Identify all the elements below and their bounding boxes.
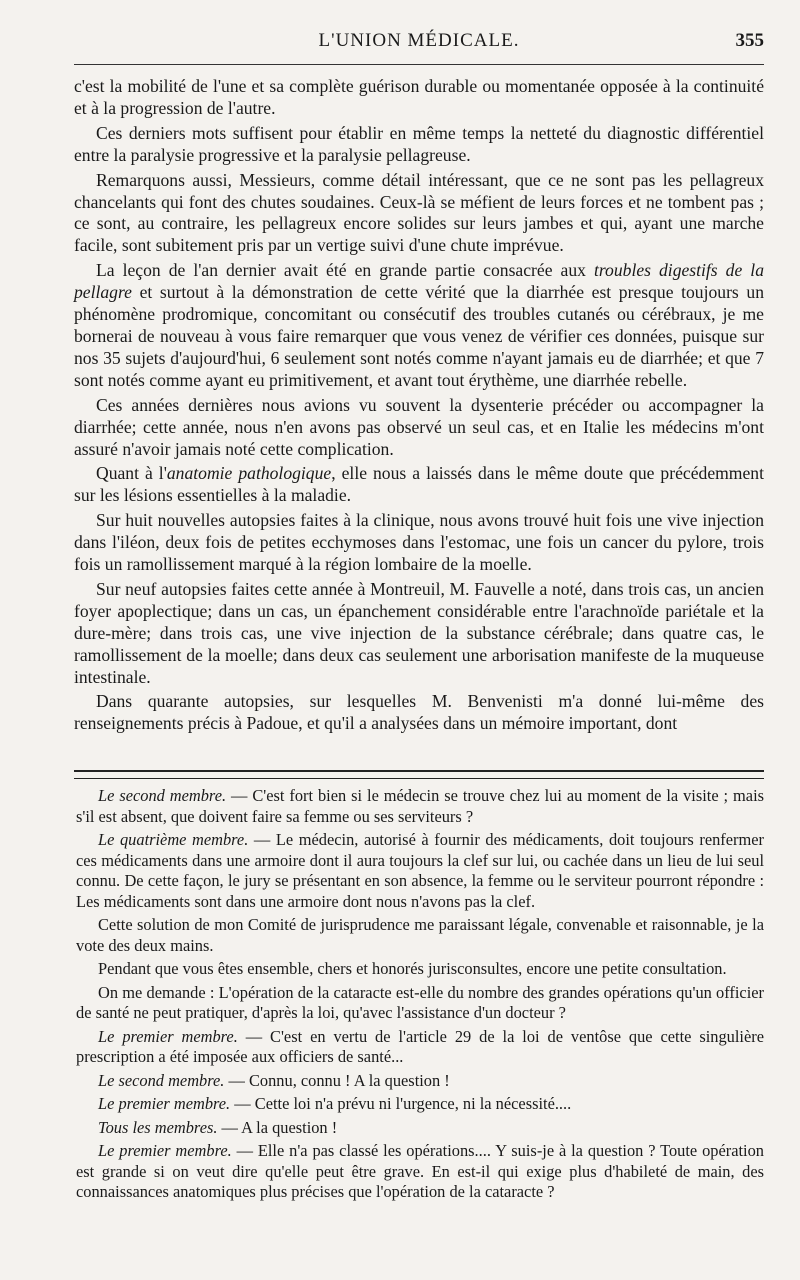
paragraph: Sur huit nouvelles autopsies faites à la clinique, nous avons trouvé huit fois une vive injection dans l'iléon, deux fois de petites ecchymoses dans l'estomac, une fois un cancer du pylore, trois fois un ramollissement marqué à la région lombaire de la moelle.: [74, 510, 764, 575]
dialogue-line: [76, 1118, 764, 1139]
speaker: Le quatrième membre.: [98, 830, 249, 849]
text-span: — Elle n'a pas classé les opérations.... Y suis-je à la question ? Toute opération est grande si on veut dire qu'elle peut être grave. En est-il qui exige plus d'habileté de main, des connaissances anatomiques plus précises que l'opération de la cataracte ?: [76, 1141, 764, 1201]
journal-title: L'UNION MÉDICALE.: [318, 30, 520, 51]
paragraph: Ces derniers mots suffisent pour établir en même temps la netteté du diagnostic différentiel entre la paralysie progressive et la paralysie pellagreuse.: [74, 122, 764, 165]
text-span: — C'est fort bien si le médecin se trouve chez lui au moment de la visite ; mais s'il est absent, que doivent faire sa femme ou ses serviteurs ?: [76, 786, 765, 826]
speaker: Le second membre.: [98, 786, 227, 805]
paragraph: Pendant que vous êtes ensemble, chers et honorés jurisconsultes, encore une petite consultation.: [98, 959, 727, 978]
speaker: Le premier membre.: [98, 1141, 232, 1160]
main-text: [74, 76, 764, 738]
paragraph: [74, 260, 764, 391]
speaker: Le premier membre.: [98, 1094, 231, 1113]
speaker: Le second membre.: [98, 1070, 225, 1090]
dialogue-line: [76, 786, 764, 827]
paragraph: Cette solution de mon Comité de jurisprudence me paraissant légale, convenable et raisonnable, je la vote des deux mains.: [76, 915, 764, 955]
italic-term: troubles digestifs de la pellagre: [74, 260, 764, 303]
text-span: — Le médecin, autorisé à fournir des médicaments, doit toujours renfermer ces médicaments dans une armoire dont il aura toujours la clef sur lui, ou cachée dans un lieu de lui seul connu. De cette façon, le jury se présentant en son absence, la femme ou le serviteur pourront répondre : Les médicaments sont dans une armoire dont nous n'avons pas la clef.: [76, 830, 764, 911]
text-span: — Connu, connu ! A la question !: [224, 1070, 450, 1090]
paragraph: Sur neuf autopsies faites cette année à Montreuil, M. Fauvelle a noté, dans trois cas, un ancien foyer apoplectique; dans un cas, un épanchement considérable entre l'arachnoïde pariétale et la dure-mère; dans trois cas, une vive injection de la substance cérébrale; dans quatre cas, le ramollissement de la moelle; dans deux cas seulement une arborisation manifeste de la muqueuse intestinale.: [74, 578, 764, 687]
paragraph: On me demande : L'opération de la cataracte est-elle du nombre des grandes opérations qu'un officier de santé ne peut pratiquer, d'après la loi, qu'avec l'assistance d'un docteur ?: [76, 982, 764, 1022]
text-span: — C'est en vertu de l'article 29 de la loi de ventôse que cette singulière prescription a été imposée aux officiers de santé...: [76, 1026, 764, 1066]
running-header: [74, 30, 764, 60]
text-span: , elle nous a laissés dans le même doute que précédemment sur les lésions essentielles à la maladie.: [74, 463, 764, 506]
paragraph: Ces années dernières nous avions vu souvent la dysenterie précéder ou accompagner la diarrhée; cette année, nous n'en avons pas observé un seul cas, et en Italie les médecins m'ont assuré n'avoir jamais noté cette complication.: [74, 394, 764, 459]
paragraph: Dans quarante autopsies, sur lesquelles M. Benvenisti m'a donné lui-même des renseignements précis à Padoue, et qu'il a analysées dans un mémoire important, dont: [74, 691, 764, 734]
dialogue-line: [76, 1094, 764, 1115]
paragraph: c'est la mobilité de l'une et sa complète guérison durable ou momentanée opposée à la continuité et à la progression de l'autre.: [74, 76, 764, 118]
page-number: 355: [735, 30, 764, 51]
dialogue-line: [76, 1071, 764, 1092]
text-span: et surtout à la démonstration de cette vérité que la diarrhée est presque toujours un phénomène prodromique, concomitant ou consécutif des troubles cutanés ou cérébraux, je me bornerai de nouveau à vous faire remarquer que vous venez de vérifier ces données, puisque sur nos 35 sujets d'aujourd'hui, 6 seulement sont notés comme n'ayant jamais eu de diarrhée; et que 7 sont notés comme ayant eu primitivement, et avant tout érythème, une diarrhée rebelle.: [74, 282, 764, 390]
header-rule: [74, 64, 764, 65]
text-span: La leçon de l'an dernier avait été en grande partie consacrée aux: [96, 260, 594, 281]
feuilleton-text: [76, 786, 764, 1206]
italic-term: anatomie pathologique: [166, 463, 332, 484]
dialogue-line: [76, 830, 764, 912]
feuilleton-separator: [74, 770, 764, 779]
text-span: Quant à l': [96, 463, 167, 484]
speaker: Le premier membre.: [98, 1026, 238, 1046]
text-span: — Cette loi n'a prévu ni l'urgence, ni la nécessité....: [230, 1094, 572, 1113]
text-span: — A la question !: [217, 1117, 338, 1137]
speaker: Tous les membres.: [98, 1117, 218, 1137]
dialogue-line: [76, 1027, 764, 1068]
paragraph: [74, 463, 764, 507]
dialogue-line: [76, 1141, 764, 1203]
paragraph: Remarquons aussi, Messieurs, comme détail intéressant, que ce ne sont pas les pellagreux chancelants qui font des chutes soudaines. Ceux-là se méfient de leurs forces et ne tombent pas ; ce sont, au contraire, les pellagreux encore solides sur leurs jambes et qui, ayant une marche facile, sont subitement pris par un vertige suivi d'une chute imprévue.: [74, 169, 764, 256]
